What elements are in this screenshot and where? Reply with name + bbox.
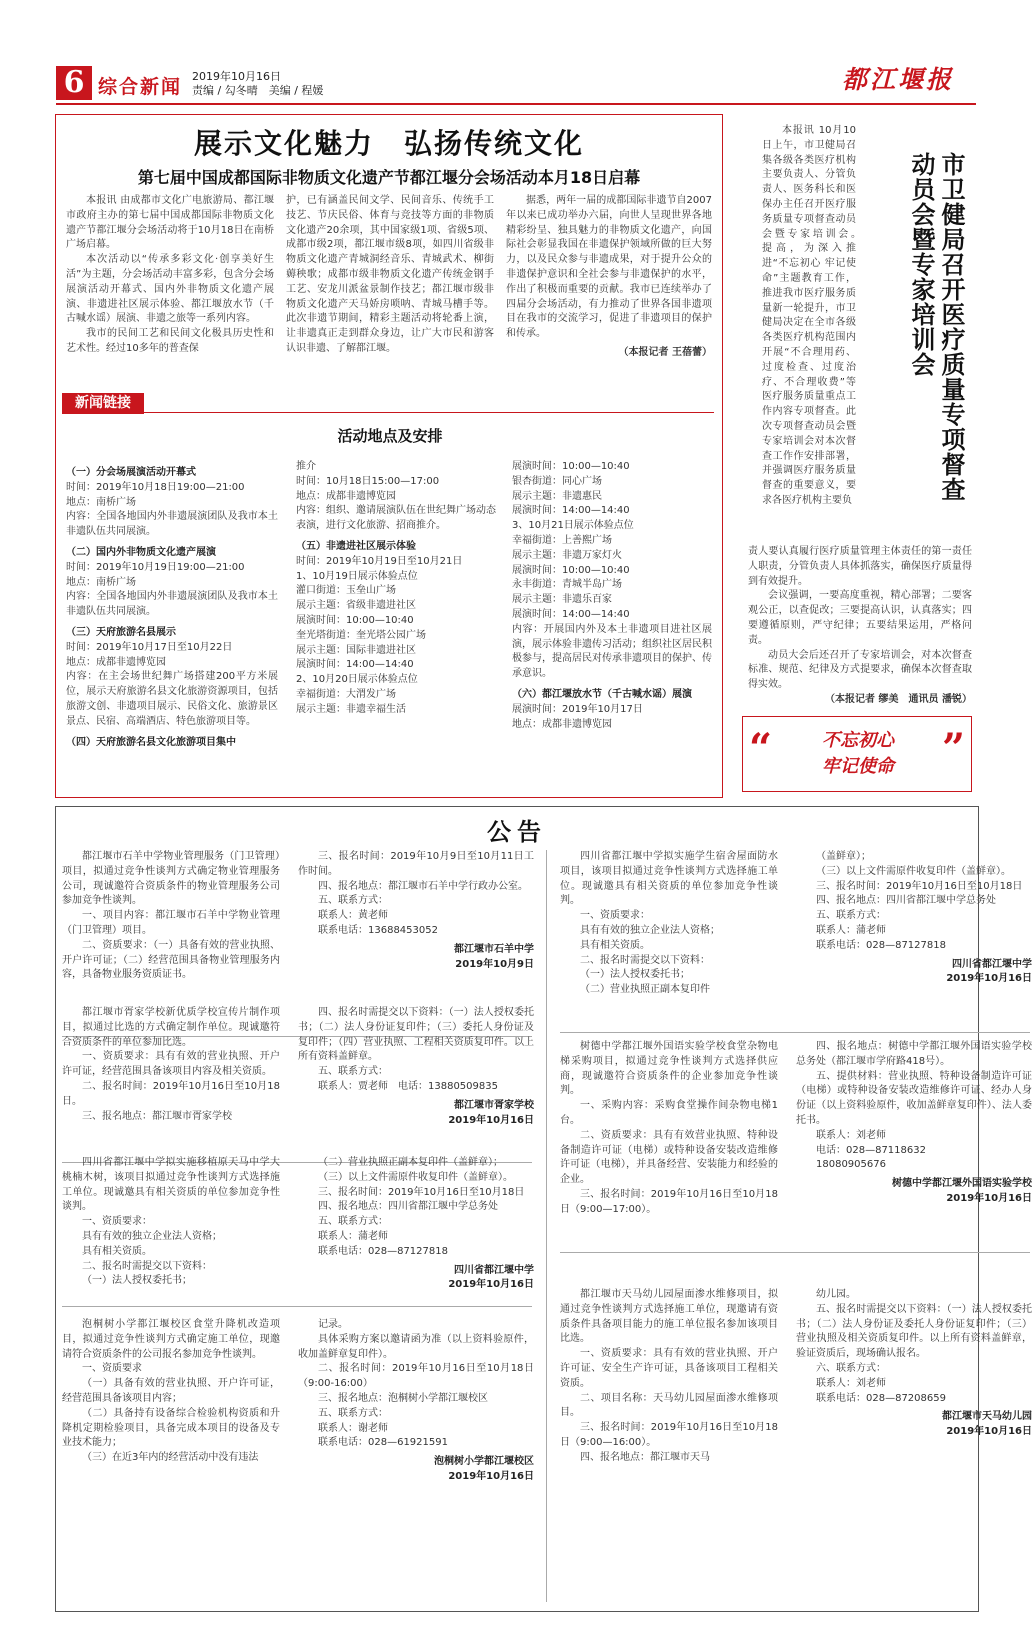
notice-paragraph: 二、项目名称：天马幼儿园屋面渗水维修项目。 [560, 1392, 778, 1419]
notice-paragraph: 四、报名地点：树德中学都江堰外国语实验学校总务处（都江堰市学府路418号）。 [796, 1041, 1032, 1067]
activity-line: 内容：在主会场世纪舞广场搭建200平方米展位，展示天府旅游名县文化旅游资源项目，包括旅游文创、非遗项目展示、民俗文化、旅游景区景点、民宿、高端酒店、特色旅游项目等。 [66, 671, 278, 727]
notice-paragraph: （一）法人授权委托书； [580, 969, 690, 981]
close-quote-icon: ” [941, 725, 965, 772]
activity-line: 地点：成都非遗博览园 [296, 490, 396, 502]
activity-line: 展示主题：省级非遗进社区 [296, 600, 416, 612]
slogan-line: 牢记使命 [822, 756, 894, 777]
notice-paragraph: 联系电话：028—87208659 [816, 1392, 946, 1404]
notice-paragraph: 四、报名地点：都江堰市天马 [580, 1451, 710, 1463]
activity-line: 展演时间：2019年10月17日 [512, 703, 643, 715]
notice-signature [298, 943, 534, 973]
notice-left-col [560, 850, 778, 998]
notice-paragraph: （二）具备持有设备综合检验机构资质和升降机定期检验项目，具备完成本项目的设备及专业技术能力； [62, 1407, 280, 1449]
notice-paragraph: 三、报名地点：泡桐树小学都江堰校区 [318, 1392, 488, 1404]
activity-line: 展演时间：10:00—10:40 [512, 461, 630, 472]
notice-issuer: 四川省都江堰中学 [454, 1264, 534, 1276]
activity-line: 内容：全国各地国内外非遗展演团队及我市本土非遗队伍共同展演。 [66, 591, 278, 618]
notice-date: 2019年10月16日 [448, 1279, 534, 1291]
notice-right-col [796, 850, 1032, 987]
notice-issuer: 泡桐树小学都江堰校区 [434, 1456, 534, 1468]
activity-heading: （一）分会场展演活动开幕式 [66, 467, 196, 478]
activity-heading: （三）天府旅游名县展示 [66, 626, 176, 638]
notice-paragraph: 四、报名地点：四川省都江堰中学总务处 [318, 1201, 498, 1213]
notice-paragraph: 二、报名时需提交以下资料： [82, 1260, 212, 1272]
main-article-col2 [286, 194, 494, 357]
notice-paragraph: 一、资质要求： [580, 910, 650, 922]
open-quote-icon: “ [749, 725, 773, 772]
notice-item [62, 1006, 534, 1166]
notice-paragraph: 五、联系方式： [318, 1066, 388, 1078]
activity-heading: （五）非遗进社区展示体验 [296, 540, 416, 552]
activity-col2 [296, 460, 496, 718]
side-article-body: 本报讯 10月10日上午，市卫健局召集各级各类医疗机构主要负责人、分管负责人、医务科长和医保办主任召开医疗服务质量专项督查动员会暨专家培训会。 提高，为深入推进“不忘初心 牢记使命”主题教育工作，推进我市医疗服务质量新一轮提升，市卫健局决定在全市各级各类医疗机构范围内开展“不合理用药、过度检查、过度治疗、不合理收费”等医疗服务质量重点工作内容专项督查。此次专项督查动员会暨专家培训会对本次督查工作作安排部署，并强调医疗服务质量督查的重要意义，要求各医疗机构主要负 [762, 125, 866, 506]
notice-date: 2019年10月16日 [946, 1192, 1032, 1204]
activity-line: 展演时间：10:00—10:40 [512, 564, 630, 576]
slogan-text [783, 728, 933, 780]
notice-right-col [298, 850, 534, 972]
activity-line: 展示主题：非遗惠民 [512, 490, 602, 502]
notice-signature [298, 1099, 534, 1129]
notice-right-col [298, 1156, 534, 1293]
notice-paragraph: 五、联系方式： [318, 895, 388, 907]
main-article-col1 [66, 194, 274, 357]
activity-line: 银杏街道：同心广场 [512, 475, 602, 487]
notice-paragraph: 联系电话：028—87127818 [318, 1245, 448, 1257]
activity-heading: （四）天府旅游名县文化旅游项目集中 [66, 736, 236, 748]
activity-heading: （六）都江堰放水节（千古喊水谣）展演 [512, 688, 692, 700]
notice-signature [298, 1455, 534, 1485]
notice-item [62, 1156, 534, 1310]
activity-line: 幸福街道：上善熙广场 [512, 534, 612, 546]
notice-paragraph: 联系人：蒲老师 [816, 924, 886, 936]
notice-paragraph: 四川省都江堰中学拟实施移植原天马中学大桃楠木树，该项目拟通过竞争性谈判方式选择施工单位。现诚邀具有相关资质的单位参加竞争性谈判。 [62, 1157, 280, 1213]
main-headline: 展示文化魅力 弘扬传统文化 [193, 127, 584, 160]
notice-paragraph: 一、资质要求： [82, 1216, 152, 1228]
notice-paragraph: （二）营业执照正副本复印件 [580, 984, 710, 996]
notice-left-col [560, 1288, 778, 1466]
notice-paragraph: 五、联系方式： [318, 1407, 388, 1419]
page-number: 6 [56, 66, 92, 100]
notice-right-col [298, 1006, 534, 1128]
paragraph: 护，已有涵盖民间文学、民间音乐、传统手工技艺、节庆民俗、体育与竞技等方面的非物质文化遗产20余项，其中国家级1项、省级5项、成都市级2项，都江堰市级8项，如四川省级非物质文化遗产青城洞经音乐、青城武术、柳街薅秧歌；成都市级非物质文化遗产传统金钢手工艺、安龙川派盆景制作技艺；都江堰市级非物质文化遗产天马娇房唢呐、青城马槽手等。此次非遗节期间，精彩主题活动将轮番上演，让非遗真正走到群众身边，让广大市民和游客认识非遗、了解都江堰。 [286, 195, 494, 354]
slogan-box [742, 716, 972, 792]
notice-paragraph: 一、采购内容：采购食堂操作间杂物电梯1台。 [560, 1100, 778, 1126]
notice-date: 2019年10月9日 [455, 958, 534, 970]
activity-line: 展示主题：国际非遗进社区 [296, 644, 416, 656]
side-headline: 市卫健局召开医疗质量专项督查动员会暨专家培训会 [907, 152, 966, 502]
notice-paragraph: 泡桐树小学都江堰校区食堂升降机改造项目，拟通过竞争性谈判方式确定施工单位，现邀请符合资质条件的公司报名参加竞争性谈判。 [62, 1319, 280, 1360]
activity-line: 2、10月20日展示体验点位 [296, 674, 418, 686]
notice-paragraph: （一）具备有效的营业执照、开户许可证，经营范围具备该项目内容； [62, 1378, 280, 1404]
activity-line: 推介 [296, 461, 316, 472]
paragraph: 会议强调，一要高度重视，精心部署；二要客观公正，以查促改；三要提高认识，认真落实；四要遵循原则，严守纪律；五要结果运用，严格问责。 [748, 590, 972, 646]
activity-line: 地点：成都非遗博览园 [512, 718, 612, 730]
paragraph: 我市的民间工艺和民间文化极具历史性和艺术性。经过10多年的普查保 [66, 328, 274, 354]
notice-paragraph: 联系人：刘老师 [816, 1377, 886, 1389]
notice-paragraph: 具有有效的独立企业法人资格； [580, 924, 720, 936]
notice-paragraph: 具体采购方案以邀请函为准（以上资料验原件，收加盖鲜章复印件）。 [298, 1333, 534, 1360]
activity-line: 3、10月21日展示体验点位 [512, 520, 634, 532]
notice-paragraph: 二、资质要求：具有有效营业执照、特种设备制造许可证（电梯）或特种设备安装改造维修许可证（电梯），并具备经营、安装能力和经验的企业。 [560, 1129, 778, 1186]
notice-paragraph: 二、报名时间：2019年10月16日至10月18日。 [62, 1080, 280, 1107]
activity-line: 幸福街道：大渭发广场 [296, 688, 396, 700]
notice-paragraph: 联系人：贾老师 电话：13880509835 [318, 1080, 498, 1092]
activity-line: 展示主题：非遗乐百家 [512, 594, 612, 606]
notice-paragraph: 18080905676 [816, 1159, 886, 1171]
notice-left-col [62, 850, 280, 983]
notice-paragraph: 二、资质要求：（一）具备有效的营业执照、开户许可证；（二）经营范围具备物业管理服务内容，具备物业服务资质证书。 [62, 939, 280, 981]
notice-paragraph: 树德中学都江堰外国语实验学校食堂杂物电梯采购项目，拟通过竞争性谈判方式选择供应商，现诚邀符合资质条件的企业参加竞争性谈判。 [560, 1041, 778, 1097]
activity-line: 展示主题：非遗幸福生活 [296, 703, 406, 715]
notice-right-col [796, 1040, 1032, 1207]
notice-paragraph: 都江堰市天马幼儿园屋面渗水维修项目，拟通过竞争性谈判方式选择施工单位，现邀请有资质条件具备项目能力的施工单位报名参加该项目比选。 [560, 1289, 778, 1345]
notice-item [560, 1288, 1032, 1604]
notice-paragraph: 二、报名时间：2019年10月16日至10月18日（9:00-16:00） [298, 1363, 534, 1390]
notice-paragraph: （三）以上文件需原件收复印件（盖鲜章）。 [816, 865, 1011, 877]
notice-signature [796, 1410, 1032, 1440]
activity-heading: （二）国内外非物质文化遗产展演 [66, 546, 216, 558]
notice-paragraph: 联系人：谢老师 [318, 1422, 388, 1434]
notice-paragraph: 三、报名时间：2019年10月9日至10月11日工作时间。 [298, 851, 534, 877]
activity-col1 [66, 460, 278, 750]
notice-item [62, 1318, 534, 1606]
notice-issuer: 树德中学都江堰外国语实验学校 [892, 1178, 1032, 1190]
notice-paragraph: 三、报名时间：2019年10月16日至10月18日（9:00—16:00）。 [560, 1422, 778, 1448]
issue-date: 2019年10月16日 [192, 70, 281, 83]
notice-item [560, 850, 1032, 1036]
notice-paragraph: 二、报名时需提交以下资料： [580, 954, 710, 966]
paragraph: 本次活动以“传承多彩文化·创享美好生活”为主题，分会场活动丰富多彩，包含分会场展演活动开幕式、国内外非物质文化遗产展演、非遗进社区展示体验、都江堰放水节（千古喊水谣）展演、非遗之旅等一系列内容。 [66, 254, 274, 325]
activity-line: 1、10月19日展示体验点位 [296, 570, 418, 582]
news-link-rule [144, 412, 714, 413]
notice-divider [560, 1032, 1030, 1033]
activity-line: 展演时间：14:00—14:40 [296, 659, 414, 671]
activity-line: 展演时间：14:00—14:40 [512, 505, 630, 517]
section-title: 综合新闻 [98, 76, 183, 98]
paragraph: 动员大会后还召开了专家培训会，对本次督查标准、规范、纪律及方式提要求，确保本次督查取得实效。 [748, 649, 972, 691]
notice-paragraph: 三、报名时间：2019年10月16日至10月18日 [318, 1186, 525, 1198]
notice-paragraph: 四、报名时需提交以下资料：（一）法人授权委托书；（二）法人身份证复印件；（三）委托人身份证及复印件；（四）营业执照、工程相关资质复印件。以上所有资料盖鲜章。 [298, 1007, 534, 1063]
notice-issuer: 都江堰市石羊中学 [454, 943, 534, 955]
notice-issuer: 都江堰市胥家学校 [454, 1099, 534, 1111]
notice-left-col [62, 1006, 280, 1124]
byline: （本报记者 缪美 通讯员 潘锐） [825, 693, 972, 705]
activity-line: 地点：成都非遗博览园 [66, 656, 166, 668]
notice-paragraph: 一、资质要求：具有有效的营业执照、开户许可证、安全生产许可证，具备该项目工程相关资质。 [560, 1348, 778, 1389]
notice-paragraph: （三）以上文件需原件收复印件（盖鲜章）。 [318, 1171, 513, 1183]
notice-paragraph: 联系人：刘老师 [816, 1129, 886, 1141]
notice-signature [298, 1264, 534, 1294]
notice-paragraph: （盖鲜章）； [816, 851, 871, 862]
notice-paragraph: 三、报名地点：都江堰市胥家学校 [82, 1110, 232, 1122]
activity-col3 [512, 460, 712, 732]
paragraph: 据悉，两年一届的成都国际非遗节自2007年以来已成功举办六届，向世人呈现世界各地精彩纷呈、独具魅力的非物质文化遗产，向国际社会彰显我国在非遗保护领域所做的巨大努力，以及民众参与非遗成果，对于提升公众的非遗保护意识和全社会参与非遗保护的水平，作出了积极而重要的贡献。我市已连续举办了四届分会场活动，有力推动了世界各国非遗项目在我市的交流学习，促进了非遗项目的保护和传承。 [506, 195, 712, 340]
notice-paragraph: 都江堰市石羊中学物业管理服务（门卫管理）项目，拟通过竞争性谈判方式确定物业管理服务公司，现诚邀符合资质条件的物业管理服务公司参加竞争性谈判。 [62, 851, 280, 907]
notices-title: 公告 [487, 817, 547, 846]
notice-left-col [560, 1040, 778, 1218]
activity-line: 永丰街道：青城半岛广场 [512, 579, 622, 591]
side-article-body-wide [748, 545, 972, 708]
notices-divider [546, 850, 547, 1602]
activity-line: 时间：2019年10月17日至10月22日 [66, 641, 233, 653]
editors: 责编 / 勾冬晴 美编 / 程媛 [192, 84, 324, 97]
notice-paragraph: 具有相关资质。 [580, 939, 650, 951]
notice-issuer: 都江堰市天马幼儿园 [942, 1411, 1032, 1423]
notice-paragraph: （二）营业执照正副本复印件（盖鲜章）； [318, 1157, 503, 1168]
notice-paragraph: （一）法人授权委托书； [82, 1275, 192, 1287]
activity-line: 时间：2019年10月18日19:00—21:00 [66, 481, 245, 493]
activity-line: 时间：10月18日15:00—17:00 [296, 475, 440, 487]
notice-paragraph: 一、项目内容：都江堰市石羊中学物业管理（门卫管理）项目。 [62, 910, 280, 936]
notice-date: 2019年10月16日 [448, 1114, 534, 1126]
paragraph: 责人要认真履行医疗质量管理主体责任的第一责任人职责，分管负责人具体抓落实，确保医疗质量得到有效提升。 [748, 546, 972, 587]
notice-left-col [62, 1156, 280, 1289]
notice-signature [796, 958, 1032, 988]
notice-paragraph: 一、资质要求：具有有效的营业执照、开户许可证，经营范围具备该项目内容及相关资质。 [62, 1051, 280, 1078]
activity-title: 活动地点及安排 [337, 427, 443, 445]
activity-line: 展示主题：非遗万家灯火 [512, 549, 622, 561]
notice-paragraph: 五、联系方式： [318, 1216, 388, 1228]
notice-paragraph: 记录。 [318, 1319, 348, 1330]
notice-paragraph: 电话：028—87118632 [816, 1144, 926, 1156]
activity-line: 内容：组织、邀请展演队伍在世纪舞广场动态表演，进行文化旅游、招商推介。 [296, 505, 496, 532]
notice-paragraph: 五、提供材料：营业执照、特种设备制造许可证（电梯）或特种设备安装改造维修许可证、经办人身份证（以上资料验原件，收加盖鲜章复印件）、法人委托书。 [796, 1070, 1032, 1126]
notice-paragraph: 联系电话：13688453052 [318, 924, 438, 936]
notice-paragraph: 四、报名地点：都江堰市石羊中学行政办公室。 [318, 880, 528, 892]
notice-signature [796, 1177, 1032, 1207]
news-link-label: 新闻链接 [62, 393, 144, 414]
notice-paragraph: 联系人：黄老师 [318, 910, 388, 922]
activity-line: 内容：全国各地国内外非遗展演团队及我市本土非遗队伍共同展演。 [66, 511, 278, 538]
notice-paragraph: 六、联系方式： [816, 1362, 886, 1374]
notice-paragraph: 三、报名时间：2019年10月16日至10月18日（9:00—17:00）。 [560, 1188, 778, 1215]
activity-line: 时间：2019年10月19日至10月21日 [296, 555, 463, 567]
notice-item [560, 1040, 1032, 1256]
notice-paragraph: 四、报名地点：四川省都江堰中学总务处 [816, 895, 996, 907]
newspaper-logo: 都江堰报 [842, 65, 955, 94]
activity-line: 内容：开展国内外及本土非遗项目进社区展演，展示体验非遗传习活动；组织社区居民积极参与，提高居民对传承非遗项目的保护、传承意识。 [512, 623, 712, 680]
activity-line: 地点：南桥广场 [66, 496, 136, 508]
notice-right-col [298, 1318, 534, 1485]
byline: （本报记者 王蓓蕾） [618, 346, 712, 358]
notice-right-col [796, 1288, 1032, 1440]
main-subheadline: 第七届中国成都国际非物质文化遗产节都江堰分会场活动本月18日启幕 [137, 168, 641, 187]
notice-divider [560, 1252, 1030, 1253]
notice-divider [62, 1306, 532, 1307]
notice-paragraph: 三、报名时间：2019年10月16日至10月18日 [816, 880, 1023, 892]
notice-paragraph: 幼儿园。 [816, 1289, 856, 1300]
main-article-col3 [506, 194, 712, 361]
notice-paragraph: 四川省都江堰中学拟实施学生宿舍屋面防水项目，该项目拟通过竞争性谈判方式选择施工单位。现诚邀具有相关资质的单位参加竞争性谈判。 [560, 851, 778, 907]
activity-line: 地点：南桥广场 [66, 576, 136, 588]
slogan-line: 不忘初心 [822, 730, 894, 751]
notice-paragraph: 都江堰市胥家学校新优质学校宣传片制作项目，拟通过比选的方式确定制作单位。现诚邀符合资质条件的单位参加比选。 [62, 1007, 280, 1048]
notice-date: 2019年10月16日 [946, 1426, 1032, 1438]
notice-paragraph: 具有有效的独立企业法人资格； [82, 1230, 222, 1242]
notice-paragraph: 五、联系方式： [816, 910, 886, 922]
notice-paragraph: 联系电话：028—61921591 [318, 1437, 448, 1449]
notice-date: 2019年10月16日 [946, 973, 1032, 985]
activity-line: 展演时间：14:00—14:40 [512, 608, 630, 620]
notice-paragraph: 五、报名时需提交以下资料：（一）法人授权委托书；（二）法人身份证及委托人身份证复印件；（三）营业执照及相关资质复印件。以上所有资料盖鲜章，验证资质后，现场确认报名。 [796, 1303, 1032, 1360]
notice-issuer: 四川省都江堰中学 [952, 958, 1032, 970]
activity-line: 时间：2019年10月19日19:00—21:00 [66, 561, 245, 573]
activity-line: 灌口街道：玉垒山广场 [296, 585, 396, 597]
notice-paragraph: 联系人：蒲老师 [318, 1230, 388, 1242]
paragraph: 本报讯 由成都市文化广电旅游局、都江堰市政府主办的第七届中国成都国际非物质文化遗产节都江堰分会场活动将于10月18日在南桥广场启幕。 [66, 195, 274, 251]
issue-meta [192, 70, 323, 98]
activity-line: 展演时间：10:00—10:40 [296, 614, 414, 626]
notice-date: 2019年10月16日 [448, 1470, 534, 1482]
notice-left-col [62, 1318, 280, 1466]
notice-paragraph: （三）在近3年内的经营活动中没有违法 [82, 1452, 259, 1464]
activity-line: 奎光塔街道：奎光塔公园广场 [296, 629, 426, 641]
header-rule [56, 103, 976, 105]
notice-paragraph: 一、资质要求 [82, 1363, 142, 1375]
notice-paragraph: 具有相关资质。 [82, 1245, 152, 1257]
notice-paragraph: 联系电话：028—87127818 [816, 939, 946, 951]
